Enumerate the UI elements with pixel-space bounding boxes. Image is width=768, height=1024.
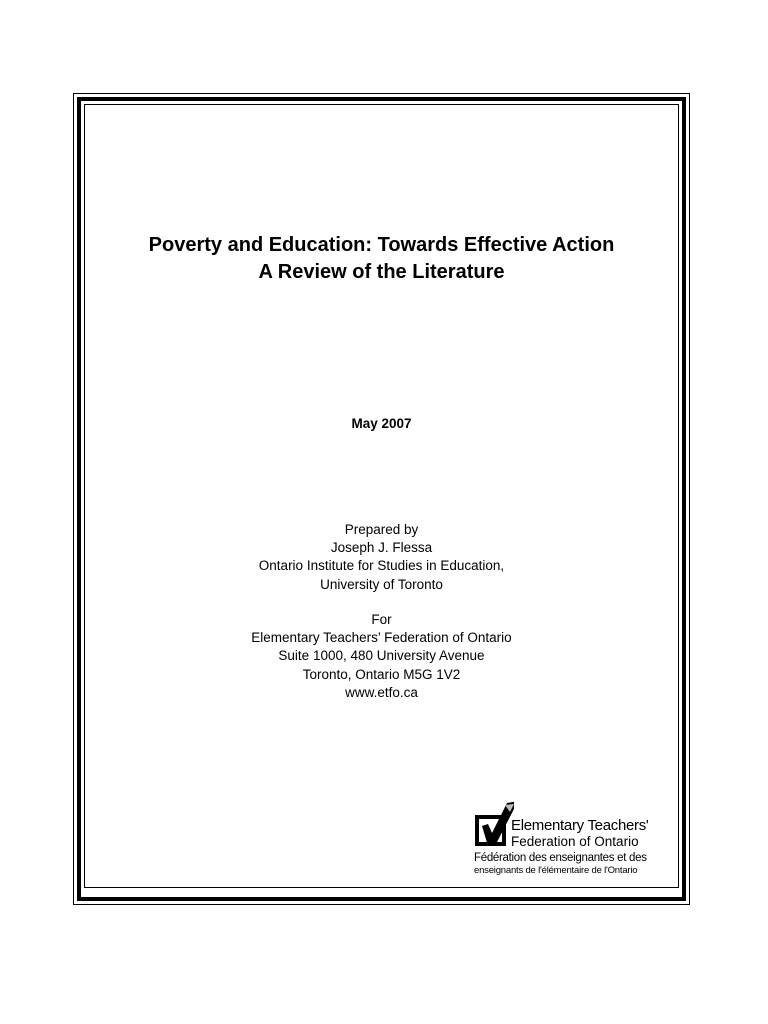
address-line-1: Suite 1000, 480 University Avenue: [278, 648, 485, 664]
prepared-by-block: [84, 521, 679, 594]
publication-date: May 2007: [351, 416, 412, 431]
title-line-1: Poverty and Education: Towards Effective Action: [148, 234, 615, 256]
address-line-2: Toronto, Ontario M5G 1V2: [302, 666, 461, 682]
prepared-for-block: [84, 611, 679, 702]
author-institute: Ontario Institute for Studies in Education,: [258, 558, 505, 574]
website-link[interactable]: www.etfo.ca: [345, 684, 418, 700]
author-name: Joseph J. Flessa: [330, 540, 433, 556]
organization-name: Elementary Teachers’ Federation of Ontario: [251, 630, 512, 646]
logo-text-line-4: enseignants de l'élémentaire de l'Ontario: [474, 865, 638, 876]
checkmark-box-icon: [474, 800, 514, 850]
for-label: For: [371, 612, 392, 627]
etfo-logo: [474, 800, 664, 880]
logo-text-line-3: Fédération des enseignantes et des: [474, 852, 647, 864]
document-title: [84, 232, 679, 286]
author-university: University of Toronto: [320, 576, 443, 592]
prepared-by-label: Prepared by: [344, 522, 419, 537]
logo-text-line-1: Elementary Teachers': [511, 817, 649, 834]
title-line-2: A Review of the Literature: [258, 261, 505, 283]
logo-text-line-2: Federation of Ontario: [511, 834, 639, 849]
page-border-inner: [84, 104, 679, 888]
